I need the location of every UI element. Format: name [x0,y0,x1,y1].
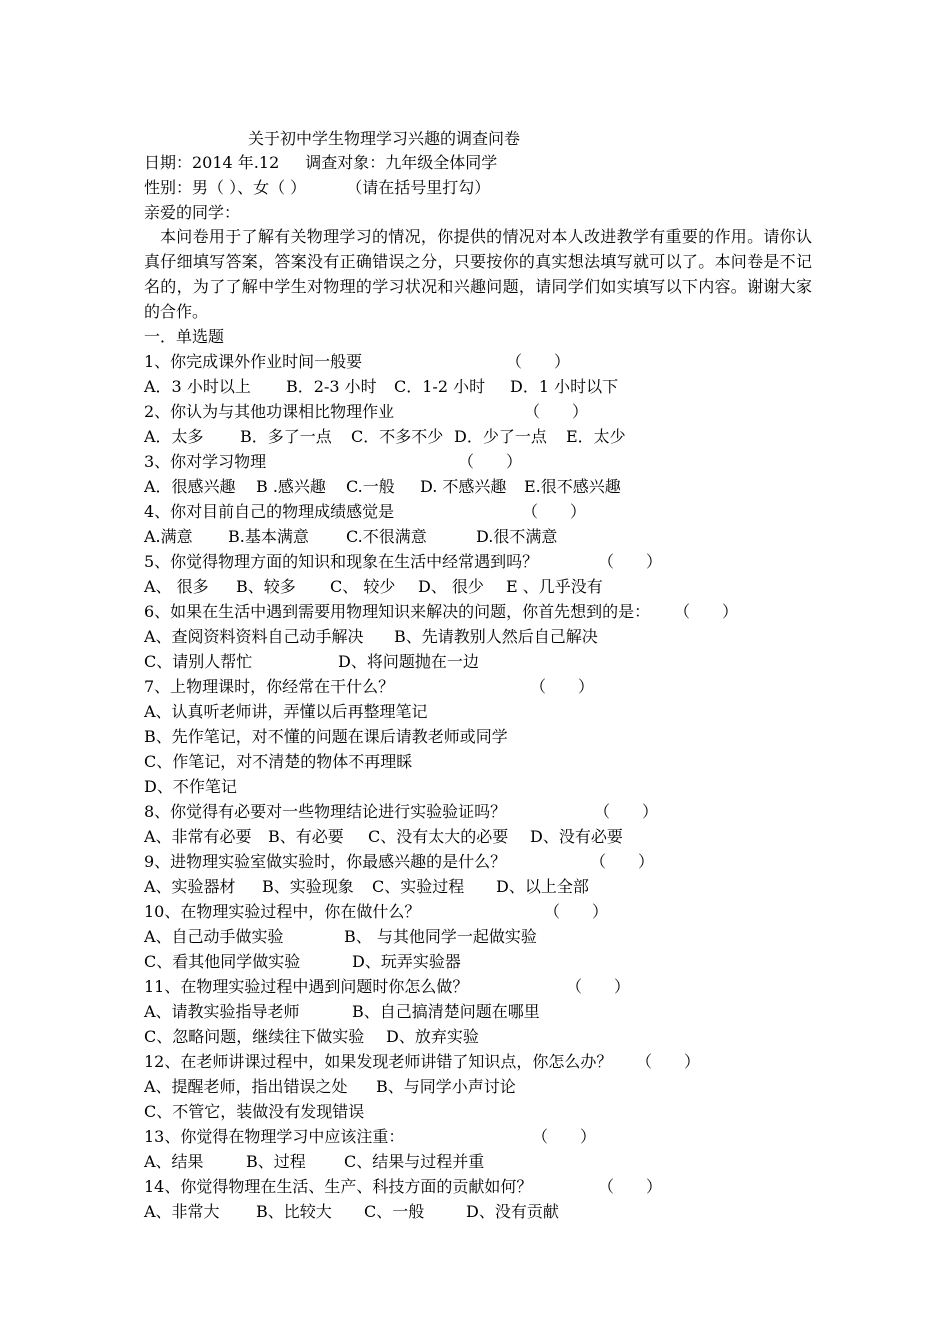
q2-option-d: D．少了一点 [454,427,547,446]
survey-target: 调查对象：九年级全体同学 [305,153,498,172]
q2-option-c: C．不多不少 [351,427,444,446]
gender-field: 性别：男（ ）、女（ ） [144,178,307,197]
q9-option-b: B、实验现象 [262,877,354,896]
question-4: 4、你对目前自己的物理成绩感觉是 [144,502,395,521]
q8-option-c: C、没有太大的必要 [368,827,509,846]
q10-option-a: A、自己动手做实验 [144,927,284,946]
q9-option-a: A、实验器材 [144,877,236,896]
q14-option-d: D、没有贡献 [466,1202,559,1221]
question-6: 6、如果在生活中遇到需要用物理知识来解决的问题，你首先想到的是： [144,602,651,621]
q12-option-a: A、提醒老师，指出错误之处 [144,1077,348,1096]
q7-option-b: B、先作笔记，对不懂的问题在课后请教老师或同学 [144,727,508,746]
question-11: 11、在物理实验过程中遇到问题时你怎么做？ [144,977,469,996]
q12-option-b: B、与同学小声讨论 [376,1077,516,1096]
answer-paren-10: （ ） [544,902,609,921]
greeting: 亲爱的同学： [144,203,241,222]
q11-option-c: C、忽略问题，继续往下做实验 [144,1027,365,1046]
intro-paragraph: 本问卷用于了解有关物理学习的情况，你提供的情况对本人改进教学有重要的作用。请你认真仔细填写答案，答案没有正确错误之分，只要按你的真实想法填写就可以了。本问卷是不记名的，为了了解中学生对物理的学习状况和兴趣问题，请同学们如实填写以下内容。谢谢大家的合作。 [144,227,812,321]
q8-option-b: B、有必要 [268,827,344,846]
answer-paren-13: （ ） [532,1127,597,1146]
q3-option-e: E.很不感兴趣 [524,477,621,496]
answer-paren-11: （ ） [566,977,631,996]
q1-option-b: B．2-3 小时 [286,377,377,396]
q3-option-b: B .感兴趣 [256,477,326,496]
q9-option-d: D、以上全部 [496,877,589,896]
q6-option-b: B、先请教别人然后自己解决 [394,627,598,646]
answer-paren-14: （ ） [598,1177,663,1196]
question-9: 9、进物理实验室做实验时，你最感兴趣的是什么？ [144,852,507,871]
question-14: 14、你觉得物理在生活、生产、科技方面的贡献如何？ [144,1177,533,1196]
q12-option-c: C、不管它，装做没有发现错误 [144,1102,365,1121]
answer-paren-3: （ ） [458,452,523,471]
q14-option-b: B、比较大 [256,1202,332,1221]
q3-option-d: D. 不感兴趣 [420,477,507,496]
gender-note: （请在括号里打勾） [346,178,491,197]
section-heading: 一．单选题 [144,327,225,346]
document-title: 关于初中学生物理学习兴趣的调查问卷 [248,129,521,148]
answer-paren-6: （ ） [674,602,739,621]
q2-option-b: B．多了一点 [240,427,332,446]
question-13: 13、你觉得在物理学习中应该注重： [144,1127,405,1146]
q11-option-b: B、自己搞清楚问题在哪里 [352,1002,540,1021]
q6-option-d: D、将问题抛在一边 [338,652,479,671]
q3-option-c: C.一般 [346,477,395,496]
q7-option-a: A、认真听老师讲，弄懂以后再整理笔记 [144,702,428,721]
q5-option-a: A、 很多 [144,577,209,596]
answer-paren-5: （ ） [598,552,663,571]
q10-option-d: D、玩弄实验器 [352,952,461,971]
q6-option-c: C、请别人帮忙 [144,652,253,671]
answer-paren-1: （ ） [506,352,571,371]
question-7: 7、上物理课时，你经常在干什么？ [144,677,395,696]
q6-option-a: A、查阅资料资料自己动手解决 [144,627,364,646]
q2-option-a: A．太多 [144,427,204,446]
answer-paren-12: （ ） [636,1052,701,1071]
q14-option-a: A、非常大 [144,1202,220,1221]
question-2: 2、你认为与其他功课相比物理作业 [144,402,395,421]
q11-option-a: A、请教实验指导老师 [144,1002,300,1021]
q4-option-c: C.不很满意 [346,527,427,546]
answer-paren-7: （ ） [530,677,595,696]
q2-option-e: E．太少 [566,427,626,446]
answer-paren-2: （ ） [524,402,589,421]
answer-paren-8: （ ） [594,802,659,821]
q10-option-c: C、看其他同学做实验 [144,952,301,971]
date-target-line [144,150,497,175]
q3-option-a: A．很感兴趣 [144,477,236,496]
question-1: 1、你完成课外作业时间一般要 [144,352,363,371]
answer-paren-9: （ ） [590,852,655,871]
q4-option-d: D.很不满意 [476,527,558,546]
q5-option-c: C、 较少 [330,577,396,596]
q4-option-b: B.基本满意 [228,527,309,546]
question-5: 5、你觉得物理方面的知识和现象在生活中经常遇到吗？ [144,552,539,571]
question-3: 3、你对学习物理 [144,452,267,471]
q5-option-e: E 、几乎没有 [506,577,603,596]
q11-option-d: D、放弃实验 [386,1027,479,1046]
q10-option-b: B、 与其他同学一起做实验 [344,927,537,946]
q13-option-a: A、结果 [144,1152,204,1171]
gender-line [144,175,490,200]
question-8: 8、你觉得有必要对一些物理结论进行实验验证吗？ [144,802,507,821]
q7-option-c: C、作笔记，对不清楚的物体不再理睬 [144,752,413,771]
q8-option-d: D、没有必要 [530,827,623,846]
q8-option-a: A、非常有必要 [144,827,252,846]
q1-option-d: D．1 小时以下 [510,377,619,396]
q4-option-a: A.满意 [144,527,193,546]
q1-option-a: A．3 小时以上 [144,377,251,396]
q14-option-c: C、一般 [364,1202,425,1221]
q7-option-d: D、不作笔记 [144,777,237,796]
answer-paren-4: （ ） [522,502,587,521]
q1-option-c: C．1-2 小时 [394,377,486,396]
question-12: 12、在老师讲课过程中，如果发现老师讲错了知识点，你怎么办？ [144,1052,613,1071]
q13-option-b: B、过程 [246,1152,306,1171]
q5-option-b: B、较多 [236,577,296,596]
q13-option-c: C、结果与过程并重 [344,1152,485,1171]
q5-option-d: D、 很少 [418,577,484,596]
q9-option-c: C、实验过程 [372,877,465,896]
question-10: 10、在物理实验过程中，你在做什么？ [144,902,421,921]
survey-date: 日期：2014 年.12 [144,153,280,172]
